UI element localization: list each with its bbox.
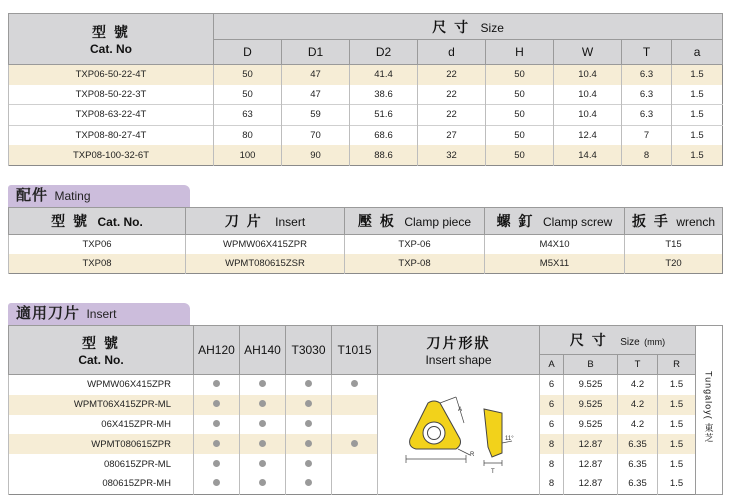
dim-cell: 8 xyxy=(540,434,564,454)
dim-cell: 12.87 xyxy=(564,474,618,494)
dim-cell: 1.5 xyxy=(658,395,696,415)
dim-cell: 1.5 xyxy=(658,474,696,494)
value-cell: 47 xyxy=(282,85,350,105)
mating-header-screw xyxy=(485,208,625,235)
value-cell: 22 xyxy=(418,105,486,126)
available-dot xyxy=(305,440,312,447)
value-cell: 8 xyxy=(622,145,672,165)
dim-cell: 1.5 xyxy=(658,415,696,435)
mating-tab xyxy=(8,185,190,207)
insert-cell: WPMT080615ZSR xyxy=(186,254,345,274)
dim-cell: 4.2 xyxy=(618,415,658,435)
grade-cell xyxy=(332,395,378,415)
grade-cell xyxy=(194,454,240,474)
table-row xyxy=(9,105,723,126)
grade-header: AH120 xyxy=(194,326,240,375)
grade-cell xyxy=(194,474,240,494)
dim-cell: 12.87 xyxy=(564,434,618,454)
dim-cell: 9.525 xyxy=(564,395,618,415)
mating-header-cat xyxy=(9,208,186,235)
dim-cell: 6.35 xyxy=(618,454,658,474)
header-cn: 螺 釘 xyxy=(496,213,535,229)
cat-no-header-cn: 型 號 xyxy=(92,24,130,40)
dim-cell: 9.525 xyxy=(564,415,618,435)
available-dot xyxy=(213,420,220,427)
grade-header: AH140 xyxy=(240,326,286,375)
cat-cell: TXP08-50-22-3T xyxy=(9,85,214,105)
value-cell: 6.3 xyxy=(622,105,672,126)
table-row xyxy=(9,395,723,415)
col-header: T xyxy=(622,40,672,65)
size-unit: (mm) xyxy=(644,337,666,347)
size-header xyxy=(540,326,696,355)
size-table xyxy=(8,13,723,166)
grade-cell xyxy=(240,474,286,494)
header-en: Clamp piece xyxy=(404,215,472,229)
dim-header: A xyxy=(540,355,564,375)
insert-shape-header xyxy=(378,326,540,375)
value-cell: 1.5 xyxy=(672,85,723,105)
value-cell: 70 xyxy=(282,125,350,145)
header-cn: 刀 片 xyxy=(224,213,263,229)
available-dot xyxy=(305,380,312,387)
mating-header-clamp xyxy=(345,208,485,235)
mating-tab-cn: 配件 xyxy=(16,187,49,204)
cat-cell: TXP08-80-27-4T xyxy=(9,125,214,145)
grade-cell xyxy=(194,415,240,435)
value-cell: 32 xyxy=(418,145,486,165)
grade-cell xyxy=(194,375,240,395)
cat-cell: TXP06 xyxy=(9,235,186,255)
value-cell: 7 xyxy=(622,125,672,145)
cat-no-header-cn: 型 號 xyxy=(82,335,120,351)
value-cell: 50 xyxy=(486,125,554,145)
value-cell: 51.6 xyxy=(350,105,418,126)
cat-cell: WPMT06X415ZPR-ML xyxy=(9,395,194,415)
table-row xyxy=(9,254,723,274)
value-cell: 14.4 xyxy=(554,145,622,165)
grade-cell xyxy=(332,434,378,454)
col-header: H xyxy=(486,40,554,65)
brand-side xyxy=(696,326,723,495)
available-dot xyxy=(213,440,220,447)
brand-side-label: Tungaloy( 東芝 xyxy=(703,371,714,444)
available-dot xyxy=(213,400,220,407)
value-cell: 6.3 xyxy=(622,65,672,85)
value-cell: 1.5 xyxy=(672,105,723,126)
screw-cell: M4X10 xyxy=(485,235,625,255)
mating-tab-en: Mating xyxy=(54,189,91,203)
dim-cell: 8 xyxy=(540,454,564,474)
available-dot xyxy=(259,400,266,407)
grade-cell xyxy=(240,434,286,454)
dim-header: B xyxy=(564,355,618,375)
insert-side-icon xyxy=(484,409,514,475)
grade-cell xyxy=(286,415,332,435)
value-cell: 6.3 xyxy=(622,85,672,105)
grade-cell xyxy=(194,434,240,454)
grade-cell xyxy=(240,395,286,415)
table-row xyxy=(9,145,723,165)
screw-cell: M5X11 xyxy=(485,254,625,274)
dim-cell: 1.5 xyxy=(658,375,696,395)
value-cell: 88.6 xyxy=(350,145,418,165)
value-cell: 1.5 xyxy=(672,145,723,165)
cat-cell: WPMT080615ZPR xyxy=(9,434,194,454)
table-row xyxy=(9,434,723,454)
value-cell: 12.4 xyxy=(554,125,622,145)
value-cell: 50 xyxy=(214,65,282,85)
table-row xyxy=(9,235,723,255)
grade-header: T3030 xyxy=(286,326,332,375)
available-dot xyxy=(305,400,312,407)
mating-header-insert xyxy=(186,208,345,235)
dim-cell: 12.87 xyxy=(564,454,618,474)
grade-cell xyxy=(240,454,286,474)
available-dot xyxy=(213,460,220,467)
grade-cell xyxy=(332,454,378,474)
dim-cell: 6 xyxy=(540,375,564,395)
grade-cell xyxy=(332,375,378,395)
header-en: Cat. No. xyxy=(97,215,143,229)
value-cell: 47 xyxy=(282,65,350,85)
header-cn: 壓 板 xyxy=(357,213,396,229)
shape-header-en: Insert shape xyxy=(425,353,492,367)
cat-no-header xyxy=(9,14,214,65)
mating-header-wrench xyxy=(625,208,723,235)
grade-cell xyxy=(286,474,332,494)
insert-drawing xyxy=(384,383,534,483)
grade-cell xyxy=(332,474,378,494)
dim-cell: 6 xyxy=(540,395,564,415)
label-a: A xyxy=(457,406,462,413)
value-cell: 27 xyxy=(418,125,486,145)
grade-header: T1015 xyxy=(332,326,378,375)
available-dot xyxy=(351,440,358,447)
value-cell: 50 xyxy=(486,85,554,105)
value-cell: 10.4 xyxy=(554,85,622,105)
grade-cell xyxy=(332,415,378,435)
shape-header-cn: 刀片形狀 xyxy=(426,335,491,351)
available-dot xyxy=(259,440,266,447)
cat-cell: 06X415ZPR-MH xyxy=(9,415,194,435)
dim-cell: 8 xyxy=(540,474,564,494)
insert-tab-cn: 適用刀片 xyxy=(16,305,81,322)
cat-cell: TXP08-100-32-6T xyxy=(9,145,214,165)
available-dot xyxy=(259,420,266,427)
value-cell: 1.5 xyxy=(672,125,723,145)
size-header-en: Size xyxy=(480,20,504,35)
dim-cell: 6 xyxy=(540,415,564,435)
header-cn: 扳 手 xyxy=(631,213,670,229)
available-dot xyxy=(305,479,312,486)
available-dot xyxy=(259,380,266,387)
value-cell: 59 xyxy=(282,105,350,126)
value-cell: 10.4 xyxy=(554,105,622,126)
clamp-cell: TXP-06 xyxy=(345,235,485,255)
dim-cell: 4.2 xyxy=(618,395,658,415)
clamp-cell: TXP-08 xyxy=(345,254,485,274)
wrench-cell: T20 xyxy=(625,254,723,274)
available-dot xyxy=(213,479,220,486)
cat-cell: WPMW06X415ZPR xyxy=(9,375,194,395)
size-header xyxy=(214,14,723,40)
col-header: W xyxy=(554,40,622,65)
value-cell: 22 xyxy=(418,65,486,85)
mating-table xyxy=(8,207,723,274)
cat-cell: TXP08 xyxy=(9,254,186,274)
value-cell: 1.5 xyxy=(672,65,723,85)
col-header: d xyxy=(418,40,486,65)
insert-shape-cell xyxy=(378,375,540,495)
table-row xyxy=(9,474,723,494)
value-cell: 100 xyxy=(214,145,282,165)
cat-cell: 080615ZPR-MH xyxy=(9,474,194,494)
available-dot xyxy=(213,380,220,387)
cat-cell: TXP06-50-22-4T xyxy=(9,65,214,85)
dim-cell: 9.525 xyxy=(564,375,618,395)
value-cell: 80 xyxy=(214,125,282,145)
available-dot xyxy=(305,420,312,427)
header-en: Insert xyxy=(275,215,306,229)
insert-table xyxy=(8,325,723,495)
grade-cell xyxy=(286,454,332,474)
col-header: D2 xyxy=(350,40,418,65)
dim-cell: 6.35 xyxy=(618,474,658,494)
label-t: T xyxy=(490,468,495,475)
grade-cell xyxy=(286,434,332,454)
table-row xyxy=(9,85,723,105)
dim-cell: 6.35 xyxy=(618,434,658,454)
available-dot xyxy=(305,460,312,467)
value-cell: 63 xyxy=(214,105,282,126)
available-dot xyxy=(259,479,266,486)
value-cell: 50 xyxy=(214,85,282,105)
dim-cell: 1.5 xyxy=(658,434,696,454)
cat-no-header-en: Cat. No. xyxy=(78,353,124,367)
label-r: R xyxy=(469,451,474,458)
insert-tab-en: Insert xyxy=(86,307,117,321)
available-dot xyxy=(259,460,266,467)
label-angle: 11° xyxy=(504,435,514,442)
grade-cell xyxy=(194,395,240,415)
grade-cell xyxy=(286,375,332,395)
cat-no-header-en: Cat. No xyxy=(90,42,132,56)
value-cell: 41.4 xyxy=(350,65,418,85)
cat-cell: TXP08-63-22-4T xyxy=(9,105,214,126)
table-row xyxy=(9,65,723,85)
dim-header: R xyxy=(658,355,696,375)
header-en: Clamp screw xyxy=(542,215,613,229)
col-header: a xyxy=(672,40,723,65)
header-en: wrench xyxy=(676,215,716,229)
value-cell: 90 xyxy=(282,145,350,165)
insert-cell: WPMW06X415ZPR xyxy=(186,235,345,255)
size-header-en: Size xyxy=(620,337,640,348)
value-cell: 10.4 xyxy=(554,65,622,85)
table-row xyxy=(9,415,723,435)
value-cell: 38.6 xyxy=(350,85,418,105)
value-cell: 50 xyxy=(486,105,554,126)
dim-cell: 1.5 xyxy=(658,454,696,474)
cat-no-header xyxy=(9,326,194,375)
grade-cell xyxy=(240,415,286,435)
value-cell: 68.6 xyxy=(350,125,418,145)
col-header: D xyxy=(214,40,282,65)
header-cn: 型 號 xyxy=(51,213,90,229)
value-cell: 50 xyxy=(486,145,554,165)
table-row xyxy=(9,454,723,474)
table-row xyxy=(9,375,723,395)
dim-cell: 4.2 xyxy=(618,375,658,395)
size-header-cn: 尺 寸 xyxy=(432,18,471,35)
size-header-cn: 尺 寸 xyxy=(569,332,608,348)
table-row xyxy=(9,125,723,145)
col-header: D1 xyxy=(282,40,350,65)
insert-tab xyxy=(8,303,190,325)
insert-front-icon xyxy=(406,397,475,463)
dim-header: T xyxy=(618,355,658,375)
value-cell: 50 xyxy=(486,65,554,85)
value-cell: 22 xyxy=(418,85,486,105)
wrench-cell: T15 xyxy=(625,235,723,255)
grade-cell xyxy=(240,375,286,395)
grade-cell xyxy=(286,395,332,415)
cat-cell: 080615ZPR-ML xyxy=(9,454,194,474)
available-dot xyxy=(351,380,358,387)
